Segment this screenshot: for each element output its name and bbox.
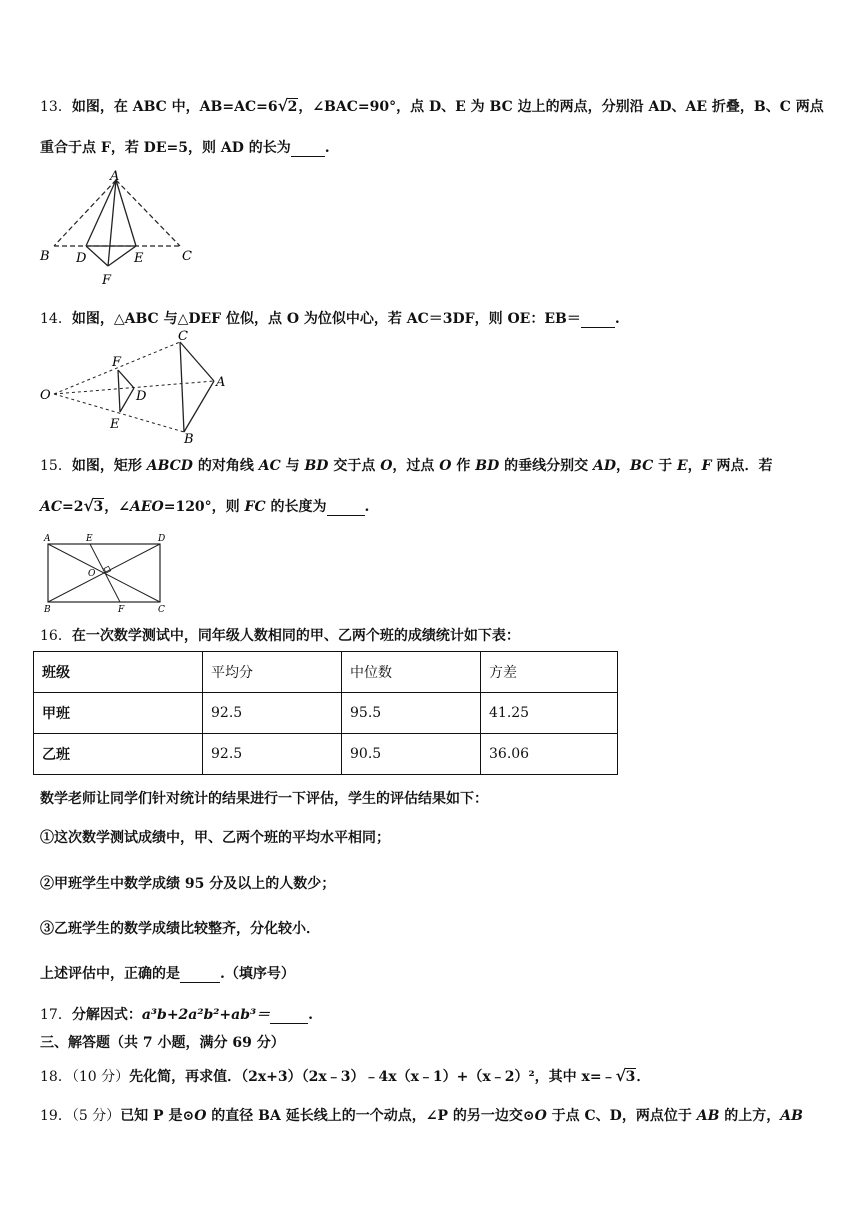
q15-label-c: C xyxy=(158,605,165,614)
q15-text-a: 如图，矩形 xyxy=(71,458,147,474)
q18-line xyxy=(40,1066,650,1086)
q16-question-end: .（填序号） xyxy=(220,966,295,982)
table-cell: 92.5 xyxy=(203,734,342,775)
table-cell: 36.06 xyxy=(481,734,618,775)
q13-number: 13． xyxy=(40,99,72,115)
q15-ac: AC xyxy=(258,458,281,474)
q15-o: O xyxy=(380,458,393,474)
q19-ab: AB xyxy=(696,1108,720,1124)
q13-line-af xyxy=(108,180,116,266)
q19-o: O xyxy=(194,1108,207,1124)
q13-label-c: C xyxy=(182,249,192,264)
q18-text: 先化简，再求值．（2x+3）（2x﹣3）﹣4x（x﹣1）+（x﹣2）²，其中 x=﹣ xyxy=(129,1069,616,1085)
q13-line-ef xyxy=(108,246,136,266)
q15-end: . xyxy=(364,499,370,515)
q14-answer-blank[interactable] xyxy=(581,311,615,328)
q16-item-2: ②甲班学生中数学成绩 95 分及以上的人数少； xyxy=(40,876,336,892)
q16-score-table xyxy=(33,651,618,775)
q15-text-b: 的对角线 xyxy=(192,458,259,474)
q15-line2-b: ，∠ xyxy=(104,499,130,515)
q16-text: 在一次数学测试中，同年级人数相同的甲、乙两个班的成绩统计如下表： xyxy=(71,628,520,644)
q18-end: ． xyxy=(636,1069,651,1085)
q14-label-e: E xyxy=(110,417,120,432)
q15-sqrt: √ 3 xyxy=(83,496,104,515)
q13-line2-text: 重合于点 F，若 DE=5，则 AD 的长为 xyxy=(40,140,291,156)
q13-line2 xyxy=(40,137,330,157)
q15-o2: O xyxy=(439,458,452,474)
q18-score: （10 分） xyxy=(71,1069,130,1085)
q13-text-b: ，∠BAC=90°，点 D、E 为 BC 边上的两点，分别沿 AD、AE 折叠，B、C 两点 xyxy=(298,99,824,115)
q15-line2 xyxy=(40,496,369,516)
q14-line xyxy=(40,308,620,328)
q17-line xyxy=(40,1004,313,1024)
q13-line-ad xyxy=(86,180,116,246)
table-row xyxy=(34,734,618,775)
q15-number: 15． xyxy=(40,458,72,474)
q14-side-fe xyxy=(118,370,120,412)
q13-answer-blank[interactable] xyxy=(291,140,325,157)
q14-number: 14． xyxy=(40,311,72,327)
q15-text-i: 于 xyxy=(653,458,677,474)
q15-f: F xyxy=(701,458,712,474)
table-header-cell: 平均分 xyxy=(203,652,342,693)
q19-score: （5 分） xyxy=(71,1108,121,1124)
q15-text-g: 的垂线分别交 xyxy=(499,458,593,474)
q15-label-d: D xyxy=(158,534,166,544)
table-header-cell: 方差 xyxy=(481,652,618,693)
q16-line xyxy=(40,625,520,645)
q18-number: 18． xyxy=(40,1069,72,1085)
q15-text-d: 交于点 xyxy=(328,458,381,474)
q15-text-k: 两点．若 xyxy=(711,458,773,474)
q19-text-d: 的上方， xyxy=(719,1108,781,1124)
q15-bd2: BD xyxy=(475,458,500,474)
table-header-cell: 班级 xyxy=(34,652,203,693)
q19-text-a: 已知 P 是⊙ xyxy=(120,1108,195,1124)
table-cell: 90.5 xyxy=(342,734,481,775)
q15-text-h: ， xyxy=(615,458,630,474)
q16-question xyxy=(40,963,295,983)
q14-text: 如图，△ABC 与△DEF 位似，点 O 为位似中心，若 AC＝3DF，则 OE：EB＝ xyxy=(71,311,581,327)
q19-number: 19． xyxy=(40,1108,72,1124)
q14-label-a: A xyxy=(216,375,226,390)
q14-label-b: B xyxy=(184,432,194,447)
q13-label-b: B xyxy=(40,249,50,264)
q15-e: E xyxy=(676,458,688,474)
q19-text-c: 于点 C、D，两点位于 xyxy=(546,1108,697,1124)
q15-text-f: 作 xyxy=(451,458,476,474)
q14-side-de xyxy=(120,388,134,412)
table-cell: 41.25 xyxy=(481,693,618,734)
q15-line2-ac: AC xyxy=(40,499,63,515)
table-header-row xyxy=(34,652,618,693)
table-cell: 甲班 xyxy=(34,693,203,734)
q15-label-o: O xyxy=(88,569,96,579)
q16-question-text: 上述评估中，正确的是 xyxy=(40,966,180,982)
q15-label-f: F xyxy=(118,605,125,614)
q15-label-b: B xyxy=(44,605,51,614)
table-row xyxy=(34,693,618,734)
q15-label-e: E xyxy=(86,534,93,544)
q13-label-d: D xyxy=(76,251,87,266)
q16-item-1: ①这次数学测试成绩中，甲、乙两个班的平均水平相同； xyxy=(40,830,390,846)
q13-line-ab xyxy=(54,180,116,246)
q15-aeo: AEO xyxy=(129,499,164,515)
q19-ab2: AB xyxy=(780,1108,803,1124)
q14-side-ca xyxy=(180,342,214,381)
q17-text: 分解因式： xyxy=(71,1007,142,1023)
q13-label-f: F xyxy=(102,273,112,288)
section-heading: 三、解答题（共 7 小题，满分 69 分） xyxy=(40,1035,285,1051)
table-header-cell: 中位数 xyxy=(342,652,481,693)
q17-answer-blank[interactable] xyxy=(270,1007,308,1024)
q14-side-fd xyxy=(118,370,134,388)
q17-expression: a³b+2a²b²+ab³＝ xyxy=(141,1007,271,1023)
q15-bc: BC xyxy=(629,458,654,474)
q15-fc: FC xyxy=(244,499,266,515)
q14-label-c: C xyxy=(178,330,188,344)
table-cell: 乙班 xyxy=(34,734,203,775)
q17-number: 17． xyxy=(40,1007,72,1023)
q16-item-3: ③乙班学生的数学成绩比较整齐，分化较小． xyxy=(40,921,320,937)
q16-answer-blank[interactable] xyxy=(180,966,220,983)
q13-text-a: 如图，在 ABC 中，AB=AC=6 xyxy=(71,99,278,115)
q14-side-cb xyxy=(180,342,184,432)
q15-bd: BD xyxy=(304,458,329,474)
q15-text-e: ，过点 xyxy=(392,458,440,474)
q15-answer-blank[interactable] xyxy=(327,499,365,516)
q16-after-text: 数学老师让同学们针对统计的结果进行一下评估，学生的评估结果如下： xyxy=(40,791,488,807)
q13-figure xyxy=(38,166,198,290)
q15-line1 xyxy=(40,455,772,475)
q15-label-a: A xyxy=(44,534,51,544)
q17-end: . xyxy=(308,1007,314,1023)
q19-text-b: 的直径 BA 延长线上的一个动点，∠P 的另一边交⊙ xyxy=(206,1108,535,1124)
q13-end: . xyxy=(324,140,330,156)
q15-line2-c: =120°，则 xyxy=(163,499,245,515)
q13-line-df xyxy=(86,246,108,266)
q14-side-ab xyxy=(184,381,214,432)
q16-number: 16． xyxy=(40,628,72,644)
q13-sqrt: √ 2 xyxy=(277,96,298,115)
q15-text-j: ， xyxy=(687,458,702,474)
q15-figure xyxy=(38,530,176,614)
q14-label-o: O xyxy=(40,388,51,403)
q15-abcd: ABCD xyxy=(146,458,193,474)
q13-label-a: A xyxy=(110,169,120,184)
q19-o2: O xyxy=(534,1108,547,1124)
q15-line2-eq: =2 xyxy=(62,499,84,515)
q13-line1 xyxy=(40,96,824,116)
q13-line-ae xyxy=(116,180,136,246)
q14-label-f: F xyxy=(112,355,122,370)
q15-ad: AD xyxy=(592,458,616,474)
table-cell: 95.5 xyxy=(342,693,481,734)
q19-line xyxy=(40,1105,803,1125)
q15-line2-d: 的长度为 xyxy=(265,499,327,515)
q14-figure xyxy=(36,330,236,448)
table-cell: 92.5 xyxy=(203,693,342,734)
q14-end: . xyxy=(614,311,620,327)
q13-label-e: E xyxy=(134,251,144,266)
q14-label-d: D xyxy=(136,389,147,404)
q18-sqrt: √ 3 xyxy=(615,1066,636,1085)
q15-text-c: 与 xyxy=(280,458,305,474)
